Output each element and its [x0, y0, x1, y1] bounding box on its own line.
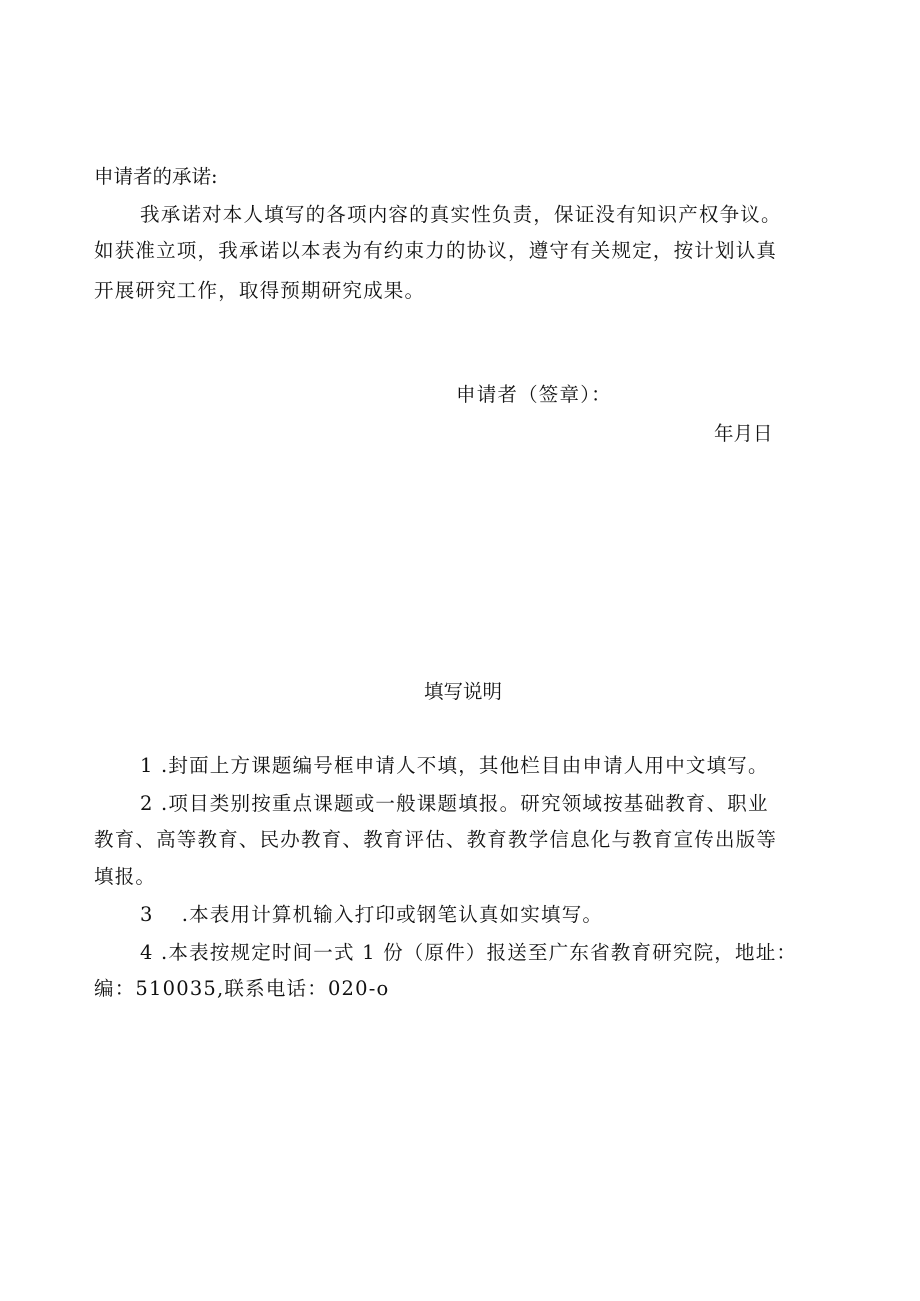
signature-label: 申请者（签章）： [456, 383, 612, 406]
instruction-line-6: 4 .本表按规定时间一式 1 份（原件）报送至广东省教育研究院，地址： [140, 941, 798, 964]
pledge-line-3: 开展研究工作，取得预期研究成果。 [94, 279, 426, 302]
pledge-line-1: 我承诺对本人填写的各项内容的真实性负责，保证没有知识产权争议。 [140, 203, 782, 226]
date-label: 年月日 [714, 422, 773, 445]
pledge-line-2: 如获准立项，我承诺以本表为有约束力的协议，遵守有关规定，按计划认真 [94, 239, 778, 262]
instruction-line-5: 3 .本表用计算机输入打印或钢笔认真如实填写。 [140, 903, 604, 926]
instructions-title: 填写说明 [424, 680, 503, 703]
instruction-line-2: 2 .项目类别按重点课题或一般课题填报。研究领域按基础教育、职业 [140, 792, 769, 815]
instruction-line-7: 编：510035,联系电话：020-o [94, 977, 390, 1000]
instruction-line-1: 1 .封面上方课题编号框申请人不填，其他栏目由申请人用中文填写。 [140, 754, 769, 777]
instruction-line-3: 教育、高等教育、民办教育、教育评估、教育教学信息化与教育宣传出版等 [94, 828, 778, 851]
pledge-heading: 申请者的承诺: [94, 165, 218, 188]
instruction-line-4: 填报。 [94, 865, 157, 888]
